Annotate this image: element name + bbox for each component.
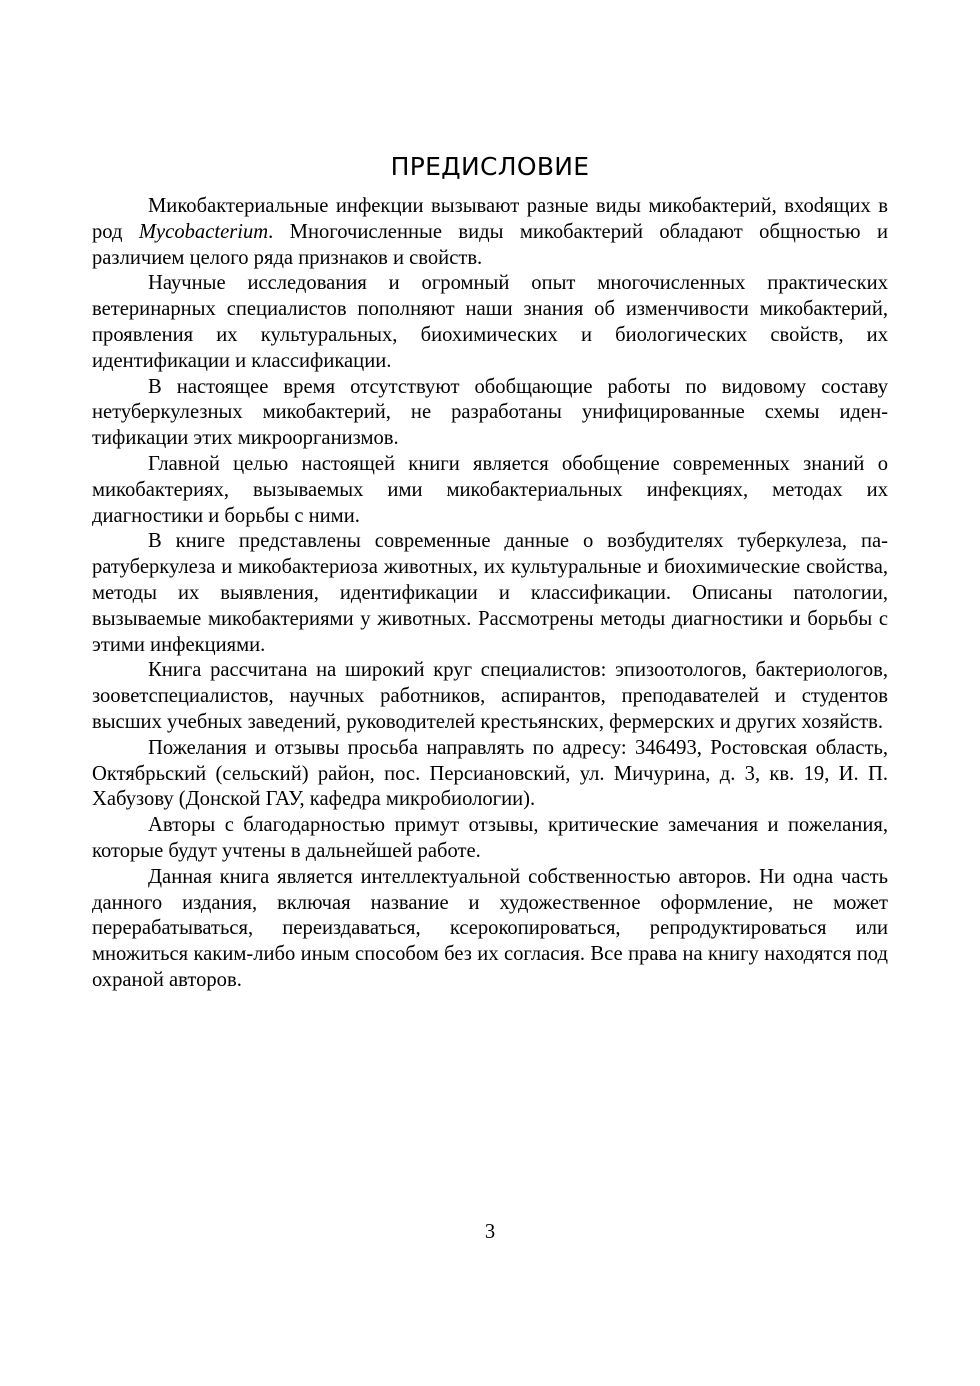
paragraph-feedback: Авторы с благодарностью примут отзывы, критические замечания и пожелания, которые будут учтены в дальнейшей работе. [92, 814, 888, 862]
paragraph-book-goal: Главной целью настоящей книги является обобщение современных знаний о микобактериях, вызываемых ими микобактериальных инфекциях, методах их диагностики и борьбы с ними. [92, 452, 888, 527]
paragraph-intro-text-before: Микобактериальные инфекции вызывают разные виды микобактерий, вхоdящих в род [92, 195, 888, 243]
paragraph-copyright: Данная книга является интеллектуальной собственностью авторов. Ни одна часть данного издания, включая название и художественное оформление, не может перерабатываться, переиздаваться, ксерокопироваться, репродуктироваться или множиться каким-либо иным способом без их согласия. Все права на книгу находятся под охраной авторов. [92, 865, 888, 991]
paragraph-absence-of-works: В настоящее время отсутствуют обобщающие работы по видовому составу нетуберкулезных микобактерий, не разработаны унифицированные схемы идентификации этих микроорганизмов. [92, 375, 888, 450]
paragraph-book-contents: В книге представлены современные данные о возбудителях туберкулеза, паратуберкулеза и микобактериоза животных, их культуральные и биохимические свойства, методы их выявления, идентификации и классификации. Описаны патологии, вызываемые микобактериями у животных. Рассмотрены методы диагностики и борьбы с этими инфекциями. [92, 530, 888, 656]
page-number: 3 [484, 1221, 496, 1243]
paragraph-intro [92, 194, 888, 271]
paragraph-audience: Книга рассчитана на широкий круг специалистов: эпизоотологов, бактериологов, зооветспециалистов, научных работников, аспирантов, преподавателей и студентов высших учебных заведений, руководителей крестьянских, фермерских и других хозяйств. [92, 659, 888, 733]
paragraph-intro-text-after: . Многочисленные виды микобактерий обладают общностью и различием целого ряда признаков и свойств. [92, 220, 888, 269]
page-title: ПРЕДИСЛОВИЕ [390, 152, 590, 181]
paragraph-research: Научные исследования и огромный опыт многочисленных практических ветеринарных специалистов пополняют наши знания об изменчивости микобактерий, проявления их культуральных, биохимических и биологических свойств, их идентификации и классификации. [92, 272, 888, 372]
genus-name-italic: Mycobacterium [138, 220, 269, 243]
page-body [92, 152, 888, 994]
paragraph-contact-address: Пожелания и отзывы просьба направлять по адресу: 346493, Ростовская область, Октябрьский (сельский) район, пос. Персиановский, ул. Мичурина, д. 3, кв. 19, И. П. Хабузову (Донской ГАУ, кафедра микробиологии). [92, 736, 888, 811]
